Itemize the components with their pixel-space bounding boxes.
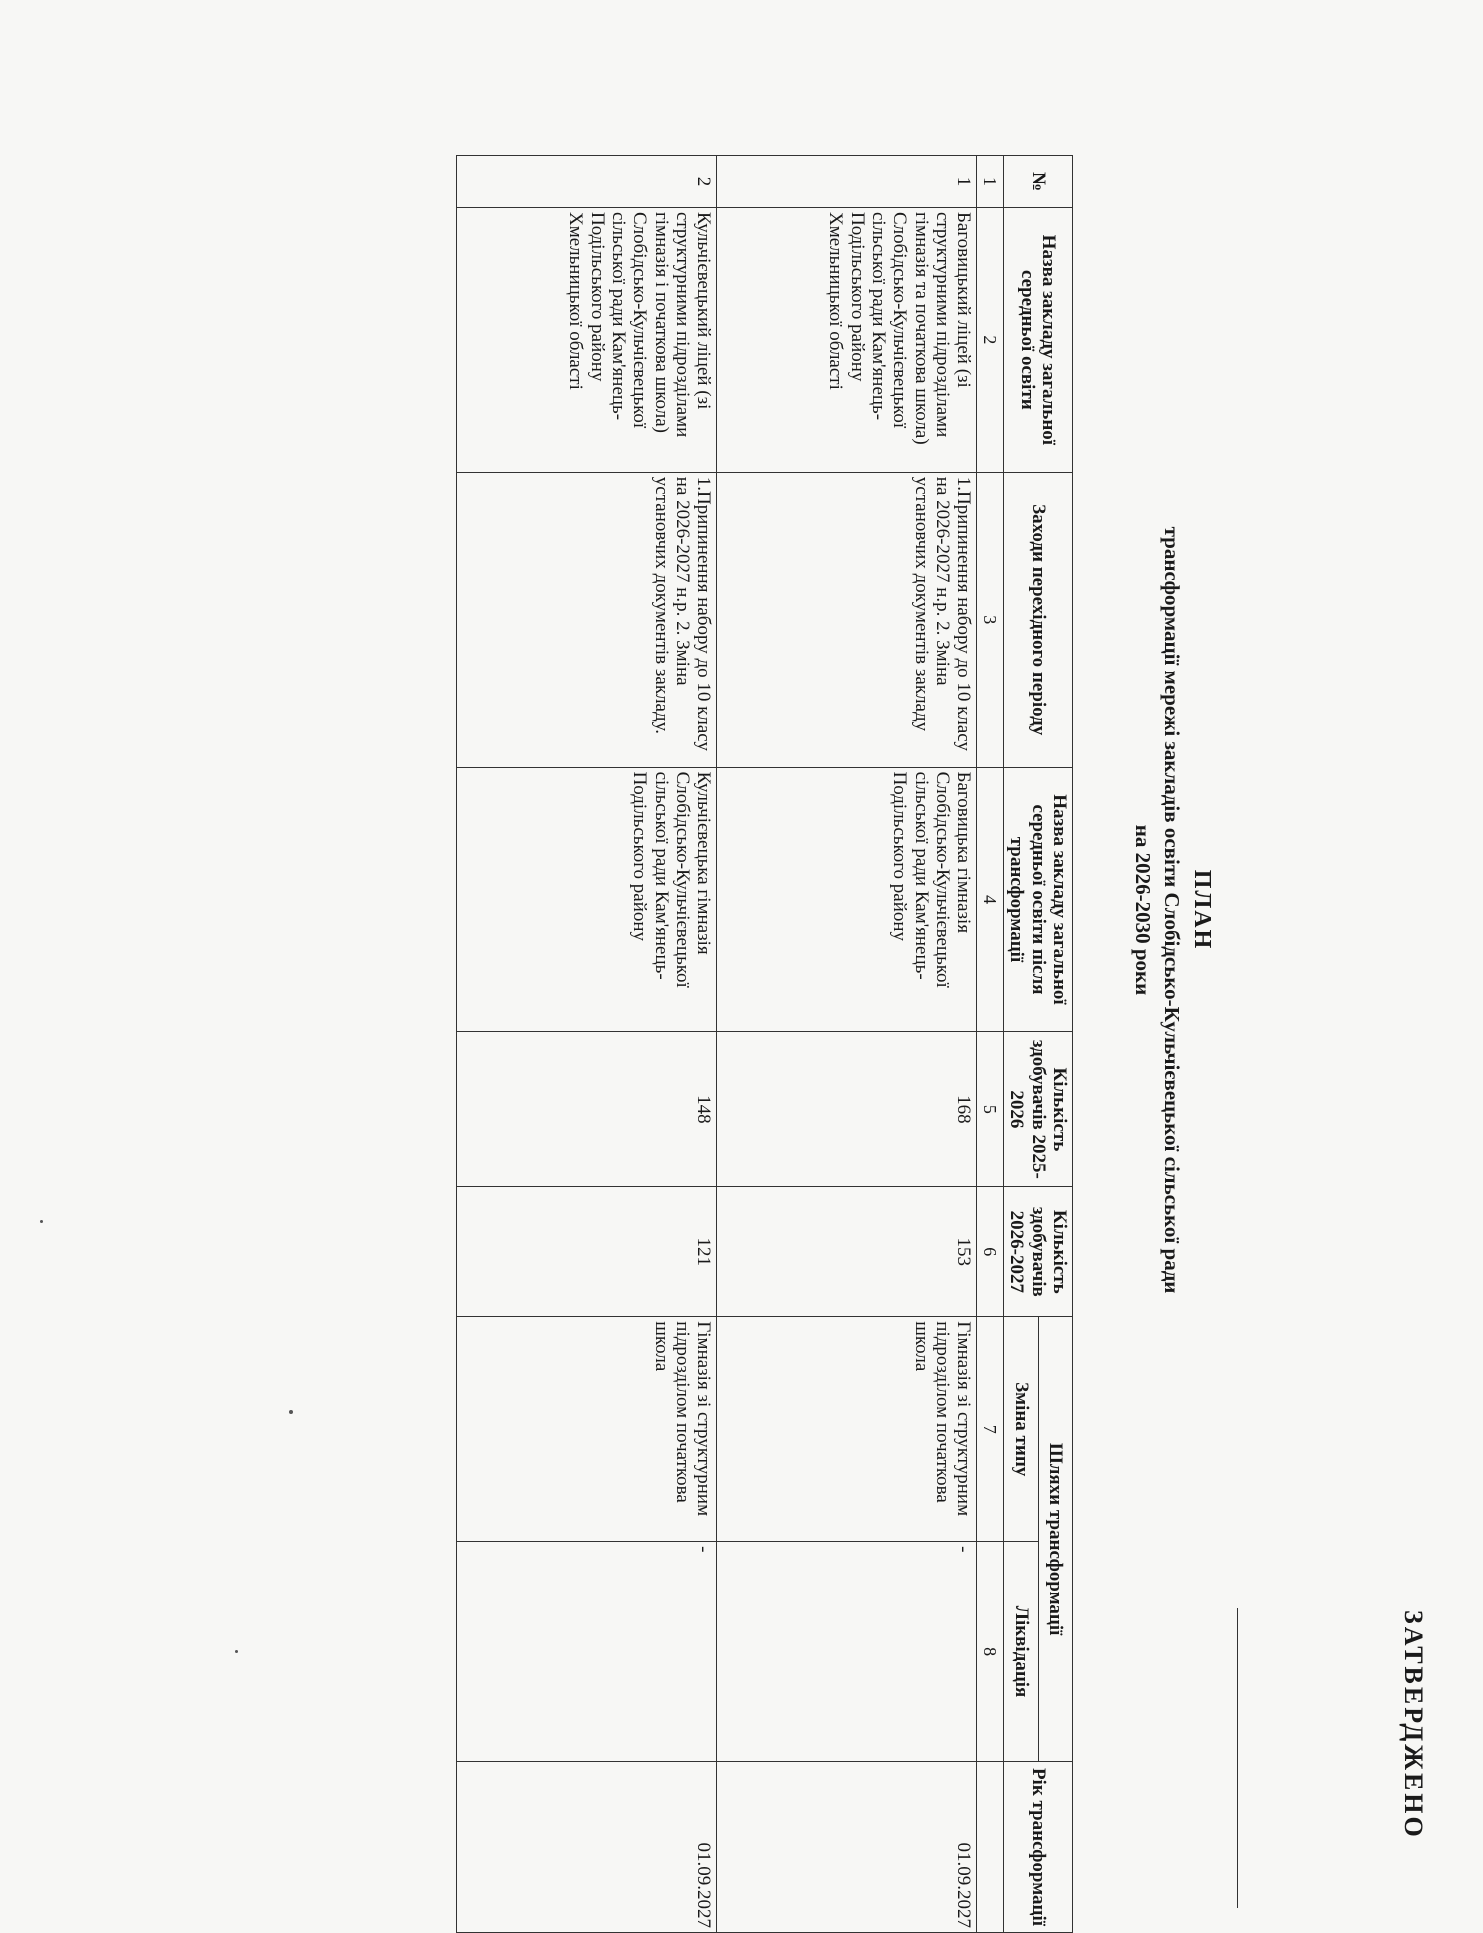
header-row	[1038, 156, 1072, 1933]
row-year: 01.09.2027	[457, 1761, 717, 1932]
transformation-table	[456, 155, 1073, 1933]
scan-speck	[235, 1650, 238, 1653]
header-num: №	[1004, 156, 1073, 208]
row-name-after: Баговицька гімназія Слобідсько-Кульчієвецької сільської ради Кам'янець-Подільського району	[717, 767, 977, 1032]
header-count-2026: Кількість здобувачів 2026-2027	[1004, 1187, 1073, 1317]
header-name: Назва закладу загальної середньої освіти	[1004, 207, 1073, 472]
header-measures: Заходи перехідного періоду	[1004, 472, 1073, 767]
row-count-2026: 121	[457, 1187, 717, 1317]
col-number: 3	[977, 472, 1004, 767]
signature-line	[1237, 1608, 1238, 1908]
row-type-change: Гімназія зі структурним підрозділом початкова школа	[457, 1317, 717, 1542]
row-year: 01.09.2027	[717, 1761, 977, 1932]
col-number: 4	[977, 767, 1004, 1032]
col-number: 6	[977, 1187, 1004, 1317]
header-year: Рік трансформації	[1004, 1761, 1073, 1932]
scan-speck	[289, 1410, 293, 1414]
table-row	[717, 156, 977, 1933]
col-number: 5	[977, 1032, 1004, 1187]
row-school-name: Баговицький ліцей (зі структурними підрозділами гімназія та початкова школа) Слобідсько-Кульчієвецької сільської ради Кам'янець-Подільського району Хмельницької області	[717, 207, 977, 472]
col-number: 1	[977, 156, 1004, 208]
title-line-3: на 2026-2030 роки	[1131, 824, 1155, 996]
col-number: 8	[977, 1542, 1004, 1762]
col-number: 2	[977, 207, 1004, 472]
column-number-row	[977, 156, 1004, 1933]
row-measures: 1.Припинення набору до 10 класу на 2026-2027 н.р. 2. Зміна установчих документів закладу	[717, 472, 977, 767]
header-type-change: Зміна типу	[1004, 1317, 1038, 1542]
header-liquidation: Ліквідація	[1004, 1542, 1038, 1762]
scan-speck	[40, 1220, 43, 1223]
row-num: 1	[717, 156, 977, 208]
col-number: 7	[977, 1317, 1004, 1542]
title-line-2: трансформації мережі закладів освіти Слобідсько-Кульчієвецької сільської ради	[1160, 526, 1184, 1294]
header-name-after: Назва закладу загальної середньої освіти після трансформації	[1004, 767, 1073, 1032]
approval-stamp: ЗАТВЕРДЖЕНО	[1399, 1610, 1428, 1840]
row-count-2025: 148	[457, 1032, 717, 1187]
row-measures: 1.Припинення набору до 10 класу на 2026-2027 н.р. 2. Зміна установчих документів закладу.	[457, 472, 717, 767]
title-line-1: ПЛАН	[1189, 869, 1215, 951]
row-name-after: Кульчієвецька гімназія Слобідсько-Кульчієвецької сільської ради Кам'янець-Подільського району	[457, 767, 717, 1032]
row-count-2026: 153	[717, 1187, 977, 1317]
row-count-2025: 168	[717, 1032, 977, 1187]
col-number	[977, 1761, 1004, 1932]
header-count-2025: Кількість здобувачів 2025-2026	[1004, 1032, 1073, 1187]
row-school-name: Кульчієвецький ліцей (зі структурними підрозділами гімназія і початкова школа) Слобідсько-Кульчієвецької сільської ради Кам'янець-Подільського району Хмельницької області	[457, 207, 717, 472]
row-type-change: Гімназія зі структурним підрозділом початкова школа	[717, 1317, 977, 1542]
table-row	[457, 156, 717, 1933]
row-liquidation: -	[717, 1542, 977, 1762]
document-title	[1130, 260, 1215, 1560]
header-paths: Шляхи трансформації	[1038, 1317, 1072, 1762]
row-num: 2	[457, 156, 717, 208]
row-liquidation: -	[457, 1542, 717, 1762]
